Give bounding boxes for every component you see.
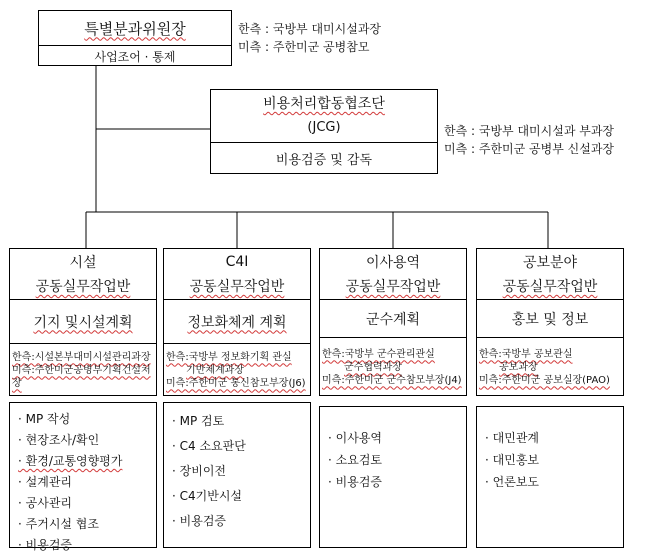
- group-members: [164, 343, 310, 396]
- task-item: · 비용검증: [328, 475, 382, 489]
- top-subtitle: 사업조어 · 통제: [39, 45, 231, 66]
- group-function: 기지 및시설계획: [10, 299, 156, 343]
- group-c4i-tasks: [163, 402, 311, 548]
- group-subname: 공동실무작업반: [189, 279, 285, 295]
- member-line: 미측:주한미군 군수참모부장(J4): [322, 374, 462, 386]
- group-c4i-box: [163, 248, 311, 396]
- task-item: · 비용검증: [18, 538, 72, 552]
- member-line: 미측:주한미군 공보실장(PAO): [479, 374, 610, 386]
- member-line: 한측:국방부 공보관실: [479, 348, 573, 360]
- group-function: 정보화체계 계획: [164, 299, 310, 343]
- group-facility-box: [9, 248, 157, 396]
- task-item: · C4 소요판단: [172, 439, 246, 453]
- task-item: · 현장조사/확인: [18, 433, 100, 447]
- member-line: 한측:국방부 군수관리관실: [322, 348, 435, 360]
- group-subname: 공동실무작업반: [35, 279, 131, 295]
- jcg-role: 비용검증 및 감독: [211, 142, 437, 174]
- group-members: [10, 343, 156, 396]
- group-relocation-box: [319, 248, 467, 396]
- top-note-line-2: 미측 : 주한미군 공병참모: [238, 40, 370, 54]
- member-line: 미측:주한미군 통신참모부장(J6): [166, 377, 306, 389]
- member-line: 미측:주한미군공병부기획건설처장: [12, 364, 151, 389]
- group-name: C4I: [225, 254, 249, 270]
- task-item: · 공사관리: [18, 496, 72, 510]
- member-line: 공보과장: [499, 361, 538, 373]
- group-function: 군수계획: [320, 299, 466, 337]
- top-note: [238, 20, 381, 56]
- group-members: [477, 337, 623, 396]
- task-item: · 장비이전: [172, 464, 226, 478]
- member-line: 한측:국방부 정보화기획 관실: [166, 351, 292, 363]
- group-function: 홍보 및 정보: [477, 299, 623, 337]
- member-line: 기반체계과장: [186, 364, 244, 376]
- task-item: · 언론보도: [485, 475, 539, 489]
- group-members: [320, 337, 466, 396]
- group-name: 공보분야: [522, 255, 578, 271]
- group-public-affairs-tasks: [476, 406, 624, 548]
- jcg-box: [210, 89, 438, 174]
- top-title: 특별분과위원장: [84, 19, 186, 38]
- jcg-note: [444, 122, 614, 158]
- jcg-note-line-1: 한측 : 국방부 대미시설과 부과장: [444, 124, 614, 138]
- task-item: · 주거시설 협조: [18, 517, 99, 531]
- task-item: · MP 검토: [172, 414, 225, 428]
- task-item: · MP 작성: [18, 412, 71, 426]
- group-name: 이사용역: [365, 255, 421, 271]
- jcg-abbrev: (JCG): [307, 119, 341, 135]
- member-line: 군수협력과장: [344, 361, 402, 373]
- task-item: · 대민홍보: [485, 453, 539, 467]
- group-subname: 공동실무작업반: [345, 279, 441, 295]
- task-item: · C4기반시설: [172, 489, 243, 503]
- top-committee-box: [38, 10, 232, 66]
- group-subname: 공동실무작업반: [502, 279, 598, 295]
- group-public-affairs-box: [476, 248, 624, 396]
- group-facility-tasks: [9, 402, 157, 552]
- member-line: 한측:시설본부대미시설관리과장: [12, 351, 151, 363]
- group-name: 시설: [69, 255, 97, 271]
- group-relocation-tasks: [319, 406, 467, 548]
- jcg-note-line-2: 미측 : 주한미군 공병부 신설과장: [444, 142, 614, 156]
- task-item: · 소요검토: [328, 453, 382, 467]
- top-note-line-1: 한측 : 국방부 대미시설과장: [238, 22, 381, 36]
- task-item: · 설계관리: [18, 475, 72, 489]
- task-item: · 환경/교통영향평가: [18, 454, 123, 468]
- task-item: · 대민관계: [485, 431, 539, 445]
- task-item: · 이사용역: [328, 431, 382, 445]
- jcg-title: 비용처리합동협조단: [263, 96, 385, 112]
- task-item: · 비용검증: [172, 514, 226, 528]
